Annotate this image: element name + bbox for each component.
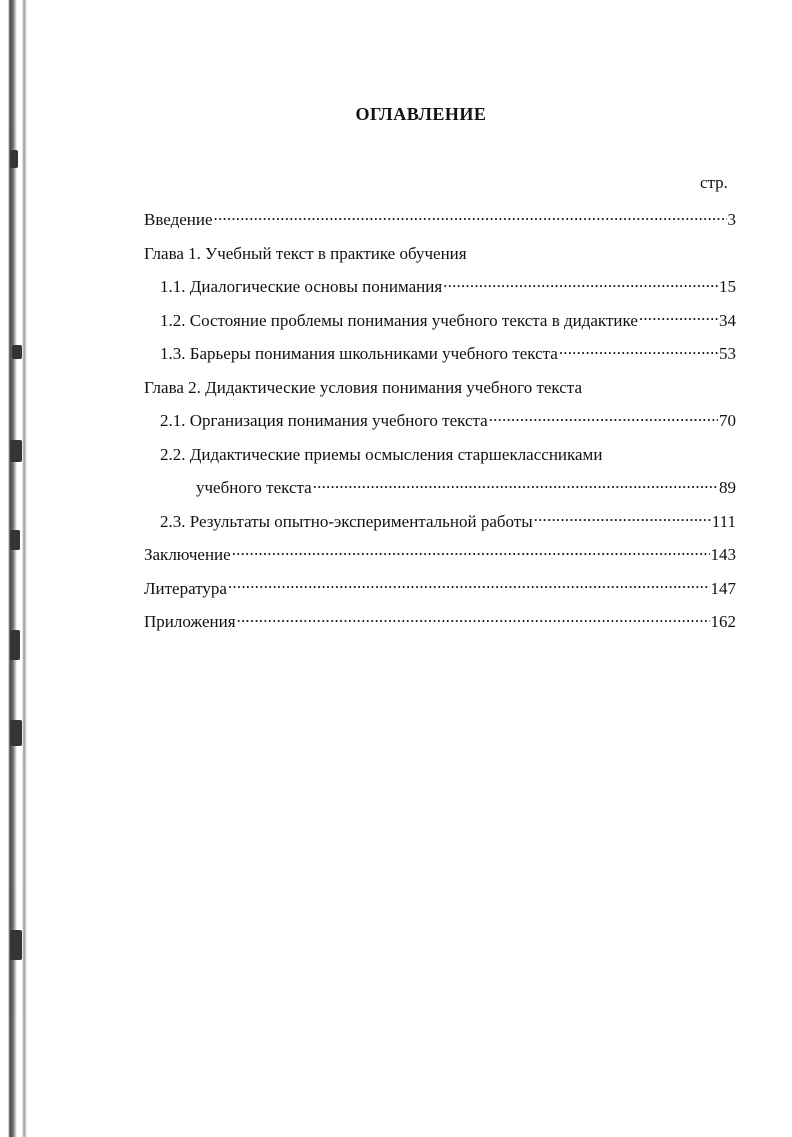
scan-blot: [10, 530, 20, 550]
dot-leader: [559, 339, 718, 359]
toc-entry-page: 34: [719, 310, 736, 330]
toc-entry-2-1[interactable]: [144, 404, 736, 438]
scan-blot: [12, 345, 22, 359]
dot-leader: [489, 406, 718, 426]
toc-entry-1-2[interactable]: [144, 304, 736, 338]
toc-entry-page: 70: [719, 411, 736, 430]
toc-entry-1-3[interactable]: [144, 337, 736, 371]
toc-entry-page: 111: [711, 511, 736, 531]
toc-entry-label: Глава 2. Дидактические условия понимания учебного текста: [144, 377, 582, 397]
dot-leader: [443, 272, 718, 292]
toc-entry-page: 143: [710, 545, 736, 564]
toc-entry-label: 2.3. Результаты опытно-экспериментальной работы: [160, 511, 533, 531]
toc-entry-page: 53: [719, 344, 736, 363]
toc-entry-1-1[interactable]: [144, 270, 736, 304]
dot-leader: [228, 574, 710, 594]
scan-blot: [10, 150, 18, 168]
toc-entry-chapter-2[interactable]: [144, 371, 736, 405]
toc-entry-label: Литература: [144, 578, 227, 598]
toc-entry-page: 3: [727, 210, 736, 229]
dot-leader: [214, 205, 727, 225]
toc-heading: ОГЛАВЛЕНИЕ: [355, 104, 487, 124]
scan-blot: [10, 440, 22, 462]
toc-entry-label: Глава 1. Учебный текст в практике обучения: [144, 243, 467, 263]
toc-entry-label: 1.1. Диалогические основы понимания: [160, 277, 443, 296]
scan-blot: [10, 630, 20, 660]
toc-entry-label: 2.1. Организация понимания учебного текста: [160, 411, 488, 430]
dot-leader: [534, 507, 711, 527]
dot-leader: [237, 607, 710, 627]
scan-blot: [10, 720, 22, 746]
dot-leader: [232, 540, 710, 560]
dot-leader: [639, 306, 718, 326]
toc-entry-literature[interactable]: [144, 572, 736, 606]
toc-entry-page: 162: [710, 612, 736, 631]
toc-entry-label: 2.2. Дидактические приемы осмысления старшеклассниками: [160, 444, 603, 464]
page-column-label: стр.: [700, 173, 728, 192]
scan-blot: [10, 930, 22, 960]
toc-entry-appendices[interactable]: [144, 605, 736, 639]
toc-entry-page: 15: [719, 277, 736, 296]
toc-entry-label: 1.3. Барьеры понимания школьниками учебного текста: [160, 344, 558, 363]
toc-entry-page: 89: [719, 478, 736, 497]
toc-entry-label: Введение: [144, 210, 213, 229]
toc-entry-label: Приложения: [144, 612, 236, 631]
toc-entry-2-2[interactable]: [144, 438, 736, 472]
scan-edge-artifact: [0, 0, 28, 1137]
toc-entry-2-3[interactable]: [144, 505, 736, 539]
toc-entry-label: 1.2. Состояние проблемы понимания учебного текста в дидактике: [160, 310, 638, 330]
toc-entry-page: 147: [710, 578, 736, 598]
toc-entry-chapter-1[interactable]: [144, 237, 736, 271]
toc-entry-label: Заключение: [144, 545, 231, 564]
toc-list: [144, 203, 736, 639]
toc-entry-conclusion[interactable]: [144, 538, 736, 572]
dot-leader: [313, 473, 718, 493]
toc-entry-2-2-continued[interactable]: [144, 471, 736, 505]
toc-entry-label: учебного текста: [196, 478, 312, 497]
toc-entry-introduction[interactable]: [144, 203, 736, 237]
